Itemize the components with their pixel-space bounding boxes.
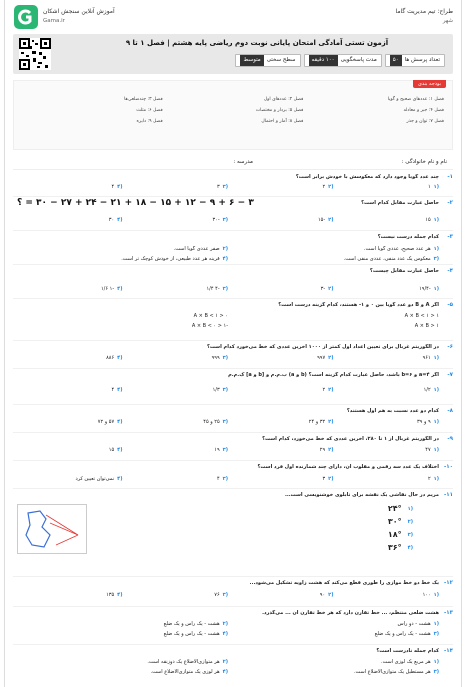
option[interactable]: A × B > ۱ [414, 323, 439, 329]
option[interactable]: (۱ -۱۹/۴ [419, 286, 439, 292]
option[interactable]: (۴ ۳۶° [387, 543, 413, 552]
option[interactable]: (۲ هشت - یک راس و یک ضلع [163, 621, 228, 627]
option[interactable]: (۱ ۲۴° [387, 504, 413, 513]
option[interactable]: (۱ ۹ و ۳۹ [416, 419, 439, 425]
topic-item: فصل ۱: عددهای صحیح و گویا [387, 97, 444, 102]
option[interactable]: (۴ ۱۳۵ [106, 592, 123, 598]
budget-notes [13, 80, 453, 150]
question: -۱۱ مریم در حال نقاشی یک نقشه برای تابلوی خوشنویسی است... (۱ ۲۴° (۲ ۳۰° (۳ ۱۸° (۴ ۳۶° [13, 492, 453, 570]
option[interactable]: (۳ ۱۸° [387, 530, 413, 539]
option[interactable]: (۲ ۳۲ و ۲۴ [308, 419, 334, 425]
options [17, 419, 439, 425]
option[interactable]: (۳ معکوس یک عدد منفی، عددی منفی است. [343, 256, 439, 262]
student-info-row [13, 156, 453, 170]
question-stem: هشت ضلعی منتظم، ... خط تقارن دارد که هر خط تقارن آن ... می‌گذرد. [262, 610, 439, 616]
designer-label: طراح: تیم مدیریت گاما [395, 8, 453, 15]
designer-city: شهر [442, 18, 453, 24]
option[interactable]: (۱ ۹۶۱ [422, 355, 439, 361]
options [17, 621, 439, 637]
question: -۱۰ اختلاف یک عدد سه رقمی و مقلوب آن، دارای چند شمارنده اول فرد است؟ (۱ ۲ (۲ ۳ (۳ ۴ (۴ نمی‌توان تعیین کرد [13, 464, 453, 486]
questions [13, 174, 453, 687]
option[interactable]: (۱ ۲ [427, 476, 439, 482]
question: -۱۴ کدام جمله نادرست است؟ (۱ هر مربع یک لوزی است. (۲ هر متوازی‌الاضلاع یک ذوزنقه است. (۳ هر مستطیل یک متوازی‌الاضلاع است. (۴ هر لوزی یک متوازی‌الاضلاع است. [13, 648, 453, 684]
question: -۲ حاصل عبارت مقابل کدام است؟ ۳ − ۶ + ۹ − ۱۲ + ۱۵ − ۱۸ + ۲۱ − ۲۴ + ۲۷ − ۳۰ = ؟ (۱ ۱۵ (۲ -۱۵ (۳ -۳۰ (۴ ۳۰ [17, 198, 453, 223]
topic-item: فصل ۵: بردار و مختصات [255, 108, 304, 113]
question: -۴ حاصل عبارت مقابل چیست؟ (۱ -۱۹/۴ (۲ -۳ (۳ -۴ ۱/۴ (۴ -۱ ۱/۶ [13, 268, 453, 298]
options [17, 313, 439, 329]
option[interactable]: (۱ هر مربع یک لوزی است. [381, 659, 439, 665]
option[interactable]: (۴ ۴ [111, 184, 123, 190]
option[interactable]: (۲ ۲ [322, 387, 334, 393]
option[interactable]: (۲ ۹۹۷ [317, 355, 334, 361]
options [388, 504, 413, 552]
exam-header [13, 34, 453, 74]
question: -۸ کدام دو عدد نسبت به هم اول هستند؟ (۱ ۹ و ۳۹ (۲ ۳۲ و ۲۴ (۳ ۲۵ و ۴۵ (۴ ۵۷ و ۷۲ [13, 408, 453, 428]
math-expression: ۳ − ۶ + ۹ − ۱۲ + ۱۵ − ۱۸ + ۲۱ − ۲۴ + ۲۷ − ۳۰ = ؟ [17, 198, 254, 208]
options [17, 476, 439, 482]
question: -۵ اگر A و B دو عدد گویا بین ۰ و ۱- هستند، کدام گزینه درست است؟ ۰ < A × B < ۱ ۱ < A × B < ۱ -۱ < A × B < ۰ A × B > ۱ [13, 302, 453, 338]
options [17, 447, 439, 453]
option[interactable]: (۴ ۳۰ [108, 217, 123, 223]
option[interactable]: (۱ هشت - دو راس [397, 621, 439, 627]
option[interactable]: (۳ -۴ ۱/۴ [206, 286, 228, 292]
chip-duration: مدت پاسخگویی ۱۰۰ دقیقه [304, 54, 382, 67]
chip-difficulty: سطح سختی متوسط [235, 54, 300, 67]
option[interactable]: ۱ < A × B < ۱ [404, 313, 439, 319]
option[interactable]: (۳ ۴ [216, 476, 228, 482]
option[interactable]: (۴ قرینه هر عدد طبیعی، از خودش کوچک تر است. [121, 256, 228, 262]
option[interactable]: (۳ ۱۹ [214, 447, 228, 453]
option[interactable]: (۳ -۳۰ [212, 217, 228, 223]
option[interactable]: (۴ هشت - یک راس و یک ضلع [163, 631, 228, 637]
options [17, 387, 439, 393]
question-stem: اگر a=۴ و b=۶ باشد، حاصل عبارت کدام گزینه است؟ (b و a) ب.م.م و [b و a] ک.م.م [228, 372, 439, 378]
options [17, 246, 439, 262]
option[interactable]: (۲ -۱۵ [317, 217, 334, 223]
gama-logo [13, 4, 39, 30]
question-stem: چند عدد گویا وجود دارد که معکوسش با خودش برابر است؟ [295, 174, 439, 180]
option[interactable]: (۲ ۲۹ [319, 447, 334, 453]
option[interactable]: ۰ < A × B < ۱ [193, 313, 228, 319]
option[interactable]: (۴ ۱۵ [108, 447, 123, 453]
school-field-label[interactable]: مدرسه : [233, 159, 253, 165]
options [17, 592, 439, 598]
question: -۱۳ هشت ضلعی منتظم، ... خط تقارن دارد که هر خط تقارن آن ... می‌گذرد. (۱ هشت - دو راس (۲ هشت - یک راس و یک ضلع (۳ هشت - یک راس و یک ضلع (۴ هشت - یک راس و یک ضلع [13, 610, 453, 640]
name-field-label[interactable]: نام و نام خانوادگی : [401, 159, 447, 165]
option[interactable]: (۱ هر عدد صحیح، عددی گویا است. [363, 246, 439, 252]
option[interactable]: (۲ ۹۰ [319, 592, 334, 598]
map-figure [17, 504, 87, 554]
option[interactable]: (۳ ۹۹۹ [211, 355, 228, 361]
site-name: آموزش آنلاین سنجش اشکان [43, 8, 115, 15]
exam-title: آزمون تستی آمادگی امتحان پایانی نوبت دوم ریاضی پایه هشتم | فصل ۱ تا ۹ [125, 39, 389, 47]
option[interactable]: (۴ نمی‌توان تعیین کرد [75, 476, 123, 482]
option[interactable]: (۱ ۴۷ [425, 447, 439, 453]
options [17, 184, 439, 190]
top-bar [13, 4, 453, 32]
question-stem: کدام دو عدد نسبت به هم اول هستند؟ [346, 408, 439, 414]
question: -۷ اگر a=۴ و b=۶ باشد، حاصل عبارت کدام گزینه است؟ (b و a) ب.م.م و [b و a] ک.م.م (۱ ۱/۲ (۲ ۲ (۳ ۱/۳ (۴ ۴ [13, 372, 453, 400]
question-stem: در الگوریتم غربال برای تعیین اعداد اول کمتر از ۱۰۰۰ آخرین عددی که خط می‌خورد کدام است؟ [206, 344, 439, 350]
question-stem: مریم در حال نقاشی یک نقشه برای تابلوی خوشنویسی است... [284, 492, 439, 498]
option[interactable]: (۴ ۴ [111, 387, 123, 393]
option[interactable]: (۳ هر مستطیل یک متوازی‌الاضلاع است. [353, 669, 439, 675]
options [17, 659, 439, 675]
question-stem: حاصل عبارت مقابل کدام است؟ [361, 200, 439, 206]
option[interactable]: (۴ ۵۷ و ۷۲ [97, 419, 123, 425]
question-stem: حاصل عبارت مقابل چیست؟ [369, 268, 439, 274]
question-stem: کدام جمله درست نیست؟ [377, 234, 439, 240]
option[interactable]: (۲ -۳ [320, 286, 334, 292]
option[interactable]: (۲ صفر عددی گویا است. [173, 246, 228, 252]
option[interactable]: (۲ ۲ [322, 184, 334, 190]
options [17, 355, 439, 361]
options [17, 217, 439, 223]
option[interactable]: (۱ ۱ [427, 184, 439, 190]
exam-page [4, 0, 462, 687]
option[interactable]: (۱ ۱۰۰ [422, 592, 439, 598]
options [17, 286, 439, 292]
chip-question-count: تعداد پرسش ها ۵۰ [385, 54, 445, 67]
question-stem: کدام جمله نادرست است؟ [376, 648, 439, 654]
topic-item: فصل ۲: عددهای اول [263, 97, 304, 102]
option[interactable]: (۳ ۲۵ و ۴۵ [203, 419, 228, 425]
option[interactable]: (۳ ۳ [216, 184, 228, 190]
question: -۱ چند عدد گویا وجود دارد که معکوسش با خودش برابر است؟ (۱ ۱ (۲ ۲ (۳ ۳ (۴ ۴ [13, 174, 453, 194]
question-stem: اختلاف یک عدد سه رقمی و مقلوب آن، دارای چند شمارنده اول فرد است؟ [257, 464, 439, 470]
option[interactable]: (۱ ۱۵ [425, 217, 439, 223]
option[interactable]: (۲ هر متوازی‌الاضلاع یک ذوزنقه است. [147, 659, 228, 665]
topics-list [22, 97, 444, 124]
site-url[interactable]: Gama.ir [43, 18, 65, 24]
exam-meta-chips [235, 54, 445, 67]
option[interactable]: (۳ ۱/۳ [212, 387, 228, 393]
question: -۶ در الگوریتم غربال برای تعیین اعداد اول کمتر از ۱۰۰۰ آخرین عددی که خط می‌خورد کدام است؟ (۱ ۹۶۱ (۲ ۹۹۷ (۳ ۹۹۹ (۴ ۸۸۶ [13, 344, 453, 364]
question: -۱۲ یک خط دو خط موازی را طوری قطع می‌کند که هشت زاویه تشکیل می‌شود... (۱ ۱۰۰ (۲ ۹۰ (۳ ۷۶ (۴ ۱۳۵ [13, 580, 453, 602]
option[interactable]: (۲ ۳۰° [387, 517, 413, 526]
option[interactable]: (۳ هشت - یک راس و یک ضلع [374, 631, 439, 637]
option[interactable]: -۱ < A × B < ۰ [191, 323, 228, 329]
topic-item: فصل ۹: دایره [136, 119, 163, 124]
notes-tag: بودجه بندی [413, 80, 446, 88]
topic-item: فصل ۶: مثلث [136, 108, 163, 113]
topic-item: فصل ۳: چندضلعی‌ها [124, 97, 163, 102]
question: -۹ در الگوریتم غربال از ۱ تا ۲۸۰، آخرین عددی که خط می‌خورد، کدام است؟ (۱ ۴۷ (۲ ۲۹ (۳ ۱۹ (۴ ۱۵ [13, 436, 453, 456]
topic-item: فصل ۴: جبر و معادله [403, 108, 444, 113]
qr-code-icon [19, 38, 51, 70]
question-stem: یک خط دو خط موازی را طوری قطع می‌کند که هشت زاویه تشکیل می‌شود... [249, 580, 439, 586]
option[interactable]: (۱ ۱/۲ [423, 387, 439, 393]
topic-item: فصل ۷: توان و جذر [406, 119, 444, 124]
question-stem: اگر A و B دو عدد گویا بین ۰ و ۱- هستند، کدام گزینه درست است؟ [278, 302, 439, 308]
topic-item: فصل ۸: آمار و احتمال [261, 119, 304, 124]
question-stem: در الگوریتم غربال از ۱ تا ۲۸۰، آخرین عددی که خط می‌خورد، کدام است؟ [262, 436, 439, 442]
question: -۳ کدام جمله درست نیست؟ (۱ هر عدد صحیح، عددی گویا است. (۲ صفر عددی گویا است. (۳ معکوس یک عدد منفی، عددی منفی است. (۴ قرینه هر عدد طبیعی، از خودش کوچک تر است. [13, 234, 453, 272]
option[interactable]: (۴ هر لوزی یک متوازی‌الاضلاع است. [150, 669, 228, 675]
option[interactable]: (۳ ۷۶ [214, 592, 228, 598]
option[interactable]: (۲ ۳ [322, 476, 334, 482]
option[interactable]: (۴ -۱ ۱/۶ [100, 286, 123, 292]
option[interactable]: (۴ ۸۸۶ [106, 355, 123, 361]
